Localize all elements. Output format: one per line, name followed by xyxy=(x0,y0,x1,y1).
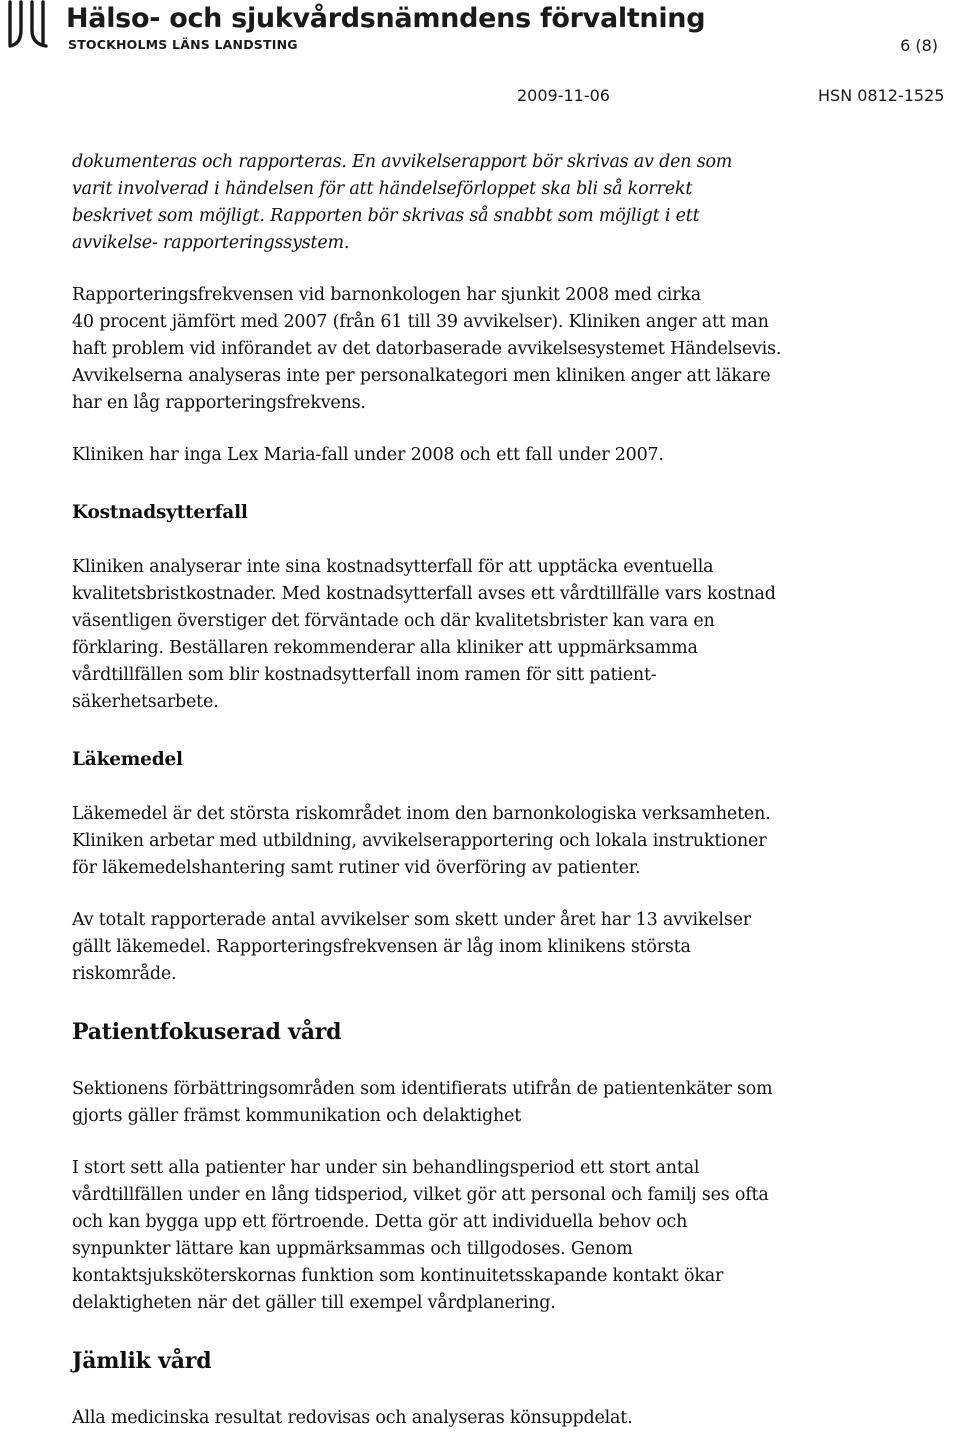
paragraph-lakemedel-risk xyxy=(72,801,932,882)
text-line: Avvikelserna analyseras inte per personalkategori men kliniken anger att läkare xyxy=(72,366,771,386)
text-line: har en låg rapporteringsfrekvens. xyxy=(72,393,366,413)
sll-logo-icon xyxy=(2,0,58,50)
text-line: Kliniken analyserar inte sina kostnadsytterfall för att upptäcka eventuella xyxy=(72,557,714,577)
paragraph-jamlik-vard xyxy=(72,1405,932,1432)
document-reference: HSN 0812-1525 xyxy=(818,86,945,105)
organization-subtitle: STOCKHOLMS LÄNS LANDSTING xyxy=(68,37,298,52)
text-line: kvalitetsbristkostnader. Med kostnadsytterfall avses ett vårdtillfälle vars kostnad xyxy=(72,584,776,604)
paragraph-intro xyxy=(72,149,932,257)
paragraph-lex-maria xyxy=(72,442,932,469)
text-line: gällt läkemedel. Rapporteringsfrekvensen är låg inom klinikens största xyxy=(72,937,691,957)
paragraph-forbattringsomraden xyxy=(72,1076,932,1130)
organization-name: Hälso- och sjukvårdsnämndens förvaltning xyxy=(66,3,706,34)
text-line: säkerhetsarbete. xyxy=(72,692,219,712)
text-line: kontaktsjuksköterskornas funktion som kontinuitetsskapande kontakt ökar xyxy=(72,1266,724,1286)
text-line: I stort sett alla patienter har under sin behandlingsperiod ett stort antal xyxy=(72,1158,700,1178)
text-line: 40 procent jämfört med 2007 (från 61 till 39 avvikelser). Kliniken anger att man xyxy=(72,312,769,332)
text-line: för läkemedelshantering samt rutiner vid överföring av patienter. xyxy=(72,858,641,878)
document-date: 2009-11-06 xyxy=(517,86,610,105)
text-line: beskrivet som möjligt. Rapporten bör skrivas så snabbt som möjligt i ett xyxy=(72,206,700,226)
text-line: dokumenteras och rapporteras. En avvikelserapport bör skrivas av den som xyxy=(72,152,733,172)
heading-kostnadsytterfall: Kostnadsytterfall xyxy=(72,502,248,523)
text-line: delaktigheten när det gäller till exempel vårdplanering. xyxy=(72,1293,556,1313)
text-line: vårdtillfällen under en lång tidsperiod, vilket gör att personal och familj ses ofta xyxy=(72,1185,769,1205)
text-line: haft problem vid införandet av det datorbaserade avvikelsesystemet Händelsevis. xyxy=(72,339,782,359)
text-line: Sektionens förbättringsområden som identifierats utifrån de patientenkäter som xyxy=(72,1079,773,1099)
text-line: förklaring. Beställaren rekommenderar alla kliniker att uppmärksamma xyxy=(72,638,698,658)
text-line: avvikelse- rapporteringssystem. xyxy=(72,233,350,253)
text-line: varit involverad i händelsen för att händelseförloppet ska bli så korrekt xyxy=(72,179,693,199)
text-line: väsentligen överstiger det förväntade och där kvalitetsbrister kan vara en xyxy=(72,611,715,631)
text-line: Läkemedel är det största riskområdet inom den barnonkologiska verksamheten. xyxy=(72,804,771,824)
heading-lakemedel: Läkemedel xyxy=(72,749,183,770)
text-line: gjorts gäller främst kommunikation och delaktighet xyxy=(72,1106,522,1126)
text-line: Rapporteringsfrekvensen vid barnonkologen har sjunkit 2008 med cirka xyxy=(72,285,701,305)
paragraph-patienter xyxy=(72,1155,932,1317)
heading-patientfokuserad-vard: Patientfokuserad vård xyxy=(72,1019,342,1045)
text-line: Kliniken har inga Lex Maria-fall under 2008 och ett fall under 2007. xyxy=(72,445,664,465)
page-number: 6 (8) xyxy=(900,36,938,55)
document-body xyxy=(72,149,932,1432)
text-line: Av totalt rapporterade antal avvikelser som skett under året har 13 avvikelser xyxy=(72,910,751,930)
text-line: och kan bygga upp ett förtroende. Detta gör att individuella behov och xyxy=(72,1212,688,1232)
heading-jamlik-vard: Jämlik vård xyxy=(72,1348,212,1374)
paragraph-kostnadsytterfall xyxy=(72,554,932,716)
text-line: vårdtillfällen som blir kostnadsytterfall inom ramen för sitt patient- xyxy=(72,665,657,685)
text-line: Kliniken arbetar med utbildning, avvikelserapportering och lokala instruktioner xyxy=(72,831,767,851)
text-line: synpunkter lättare kan uppmärksammas och tillgodoses. Genom xyxy=(72,1239,633,1259)
document-header xyxy=(0,0,960,110)
text-line: Alla medicinska resultat redovisas och analyseras könsuppdelat. xyxy=(72,1408,633,1428)
text-line: riskområde. xyxy=(72,964,177,984)
paragraph-lakemedel-avvikelser xyxy=(72,907,932,988)
paragraph-reporting-frequency xyxy=(72,282,932,417)
